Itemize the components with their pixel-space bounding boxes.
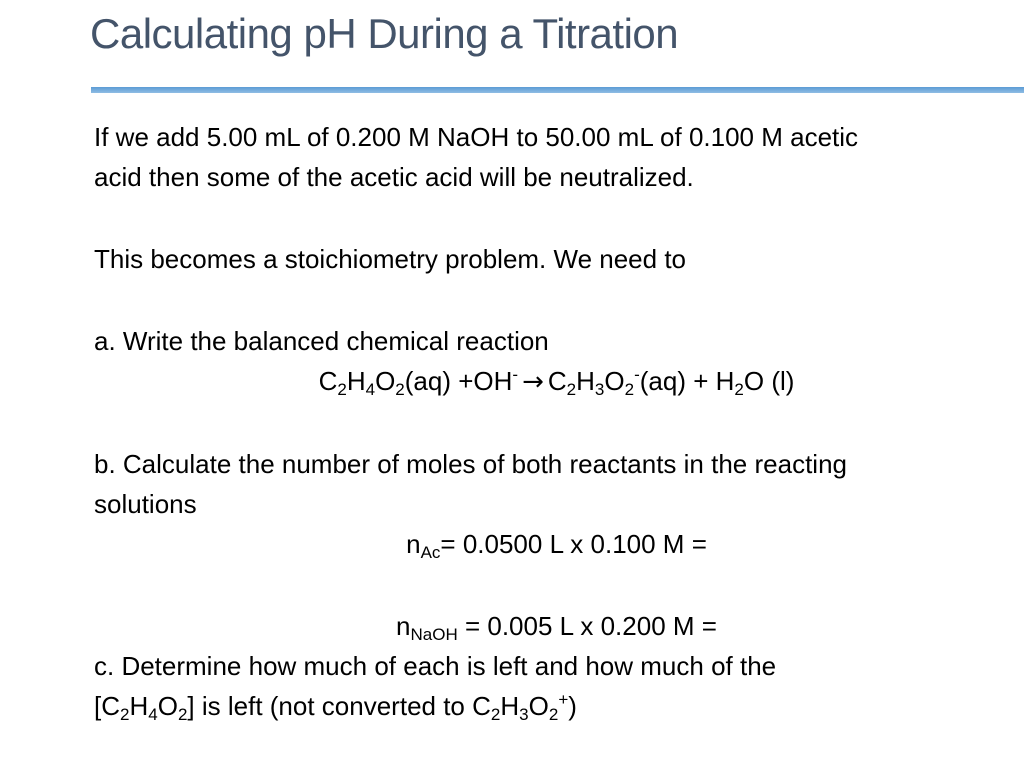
title-divider — [91, 87, 1024, 93]
moles-acetic-acid: $n_{Ac}= 0.0500$ L x 0.100 M = — [406, 529, 707, 562]
step-c-heading: c. Determine how much of each is left and how much of the — [94, 651, 777, 681]
intro-line-1: If we add 5.00 mL of 0.200 M NaOH to 50.00 mL of 0.100 M acetic — [94, 122, 859, 152]
step-c-continuation: $[C_2H_4O_2]$ is left (not converted to $C_2H_3O_2^+$) — [94, 690, 577, 724]
moles-naoh: $n_{NaOH} = 0.005$ L x 0.200 M = — [396, 611, 717, 644]
intro-line-2: acid then some of the acetic acid will be neutralized. — [94, 162, 694, 192]
step-b-continuation: solutions — [94, 489, 197, 519]
balanced-reaction: $C_2H_4O_2(aq) +OH^- \to C_2H_3O_2^-(aq) + H_2O$ (l) — [94, 361, 1019, 402]
reaction-arrow-icon: → — [522, 367, 544, 397]
stoichiometry-line: This becomes a stoichiometry problem. We need to — [94, 244, 687, 274]
step-a-heading: a. Write the balanced chemical reaction — [94, 326, 549, 356]
step-b-heading: b. Calculate the number of moles of both reactants in the reacting — [94, 449, 847, 479]
slide-title: Calculating pH During a Titration — [90, 10, 679, 57]
slide-body — [94, 117, 1019, 726]
